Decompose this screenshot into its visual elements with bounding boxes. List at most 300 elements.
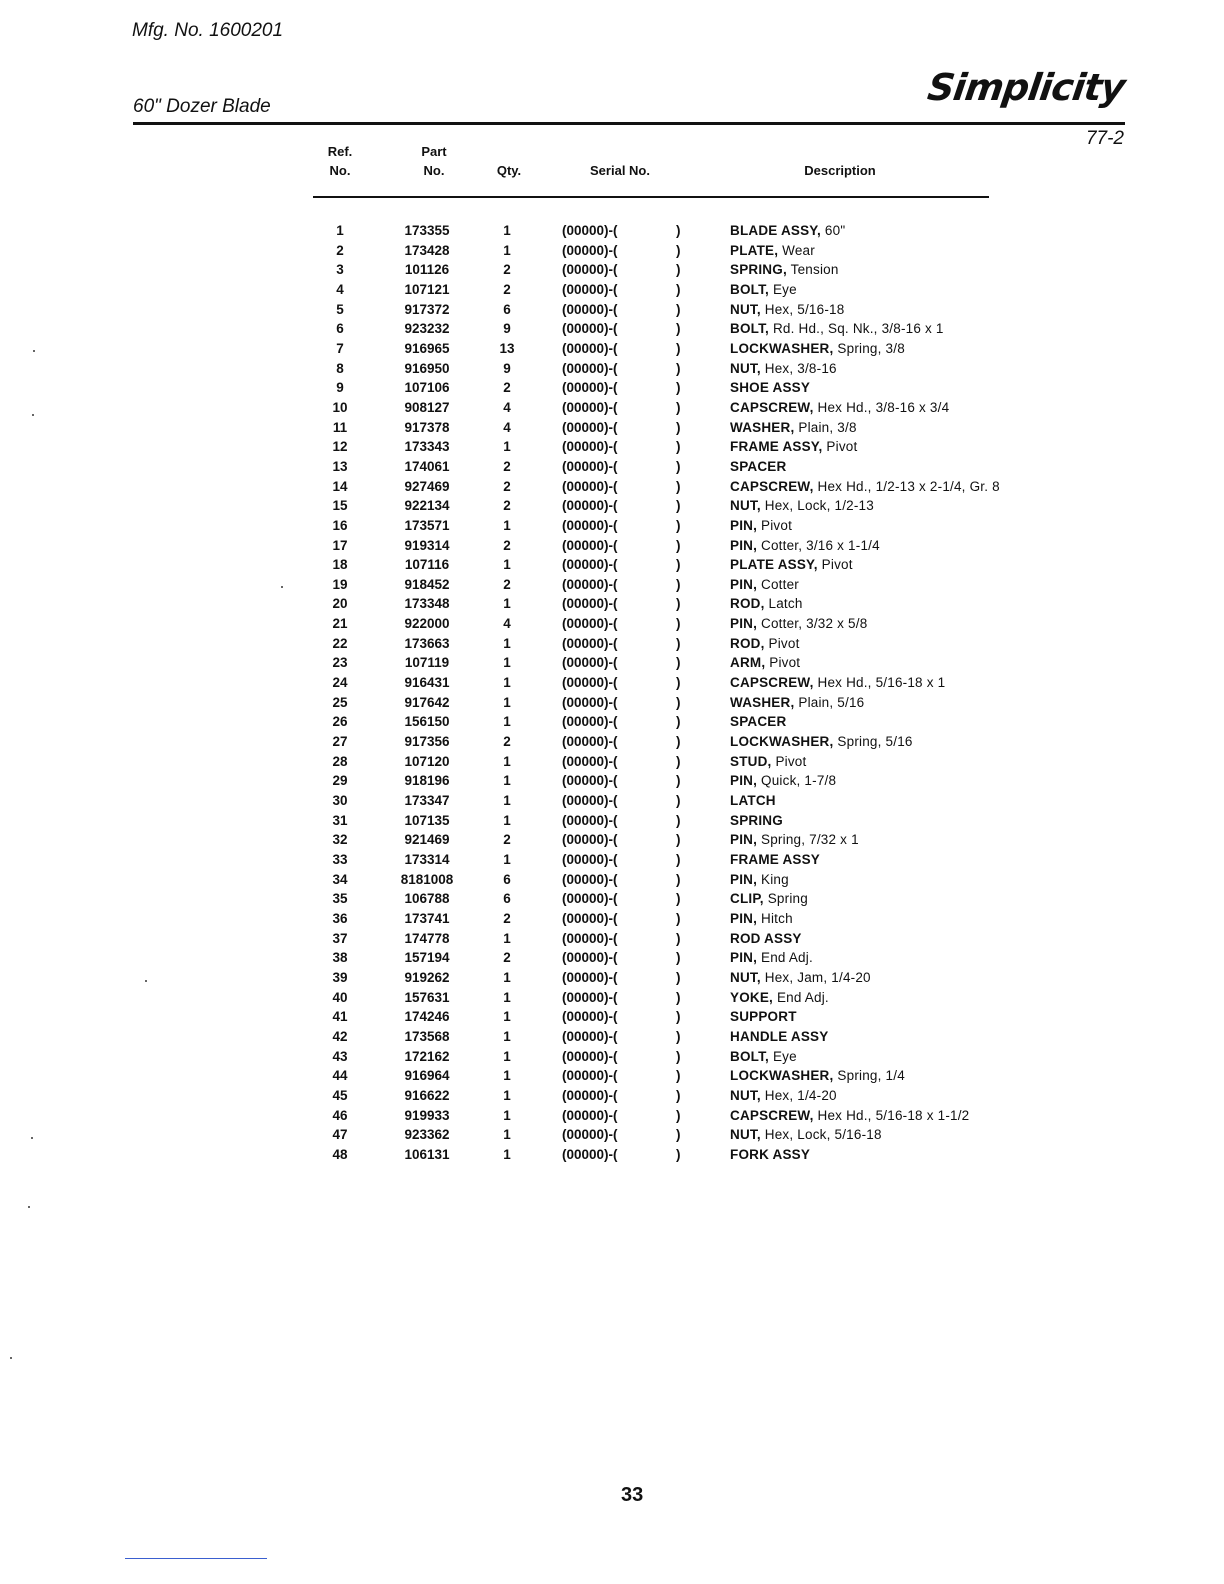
serial-no: (00000)-(	[562, 596, 618, 612]
serial-no: (00000)-(	[562, 989, 618, 1005]
serial-no: (00000)-(	[562, 360, 618, 376]
serial-no: (00000)-(	[562, 891, 618, 907]
serial-no: (00000)-(	[562, 419, 618, 435]
ref-no: 37	[332, 930, 348, 946]
table-row	[0, 319, 1224, 339]
part-spec: End Adj.	[761, 950, 813, 966]
part-name: FORK ASSY	[730, 1146, 811, 1162]
part-no: 916964	[404, 1068, 450, 1084]
description	[730, 359, 837, 378]
table-row	[0, 594, 1224, 614]
part-name: PIN,	[730, 537, 758, 553]
part-no: 916950	[404, 360, 450, 376]
serial-close: )	[676, 891, 681, 907]
table-row	[0, 575, 1224, 595]
description	[730, 1047, 797, 1066]
header-rule	[133, 122, 1125, 125]
column-header-rule	[313, 196, 989, 198]
part-no: 173348	[404, 596, 450, 612]
description	[730, 811, 783, 830]
part-name: BOLT,	[730, 1048, 769, 1064]
description	[730, 771, 836, 790]
serial-no: (00000)-(	[562, 655, 618, 671]
part-spec: Quick, 1-7/8	[761, 773, 837, 789]
description	[730, 260, 839, 279]
qty: 2	[503, 950, 511, 966]
serial-close: )	[676, 439, 681, 455]
table-row	[0, 830, 1224, 850]
table-row	[0, 1125, 1224, 1145]
description	[730, 1007, 797, 1026]
ref-no: 22	[332, 635, 348, 651]
qty: 6	[503, 891, 511, 907]
ref-no: 30	[332, 793, 348, 809]
page-reference: 77-2	[1085, 128, 1124, 149]
ref-no: 15	[332, 498, 348, 514]
serial-no: (00000)-(	[562, 753, 618, 769]
ref-no: 5	[336, 301, 344, 317]
part-no: 173568	[404, 1028, 450, 1044]
ref-no: 48	[332, 1146, 348, 1162]
serial-no: (00000)-(	[562, 969, 618, 985]
part-no: 107119	[404, 655, 450, 671]
part-spec: Pivot	[826, 439, 858, 455]
serial-close: )	[676, 281, 681, 297]
serial-no: (00000)-(	[562, 635, 618, 651]
ref-no: 10	[332, 399, 348, 415]
part-no: 173571	[404, 517, 450, 533]
description	[730, 536, 880, 555]
ref-no: 23	[332, 655, 348, 671]
part-spec: Hex, Lock, 1/2-13	[764, 498, 874, 514]
table-row	[0, 260, 1224, 280]
table-row	[0, 693, 1224, 713]
footer-link-line	[125, 1558, 267, 1559]
part-no: 916431	[404, 675, 450, 691]
part-name: FRAME ASSY	[730, 852, 821, 867]
ref-no: 19	[332, 576, 348, 592]
part-no: 173663	[404, 635, 450, 651]
part-spec: Hex, Lock, 5/16-18	[764, 1127, 882, 1143]
serial-no: (00000)-(	[562, 223, 618, 238]
ref-no: 1	[336, 223, 344, 238]
description	[730, 673, 945, 692]
description	[730, 988, 829, 1007]
qty: 2	[503, 281, 511, 297]
qty: 2	[503, 458, 511, 474]
part-name: CAPSCREW,	[730, 399, 814, 415]
part-no: 908127	[404, 399, 450, 415]
serial-no: (00000)-(	[562, 399, 618, 415]
ref-no: 25	[332, 694, 348, 710]
ref-no: 36	[332, 910, 348, 926]
ref-no: 12	[332, 439, 348, 455]
ref-no: 21	[332, 616, 348, 632]
serial-no: (00000)-(	[562, 930, 618, 946]
ref-no: 39	[332, 969, 348, 985]
serial-close: )	[676, 596, 681, 612]
part-spec: Rd. Hd., Sq. Nk., 3/8-16 x 1	[772, 321, 944, 337]
table-row	[0, 1106, 1224, 1126]
serial-close: )	[676, 616, 681, 632]
serial-no: (00000)-(	[562, 478, 618, 494]
qty: 4	[503, 399, 511, 415]
table-row	[0, 771, 1224, 791]
part-name: ROD,	[730, 635, 765, 651]
qty: 1	[503, 223, 511, 238]
part-no: 917356	[404, 734, 450, 750]
scan-speck	[31, 1137, 33, 1139]
table-row	[0, 496, 1224, 516]
description	[730, 221, 845, 240]
part-name: NUT,	[730, 1127, 761, 1143]
parts-list	[0, 221, 1224, 1165]
part-no: 927469	[404, 478, 450, 494]
part-no: 916622	[404, 1087, 450, 1103]
part-no: 922134	[404, 498, 450, 514]
table-row	[0, 732, 1224, 752]
part-name: PIN,	[730, 910, 758, 926]
qty: 1	[503, 1009, 511, 1025]
serial-close: )	[676, 1068, 681, 1084]
scan-speck	[32, 414, 34, 416]
ref-no: 6	[336, 321, 344, 337]
serial-no: (00000)-(	[562, 1146, 618, 1162]
part-spec: Hex, 3/8-16	[764, 360, 837, 376]
part-no: 173428	[404, 242, 450, 258]
qty: 9	[503, 360, 511, 376]
part-no: 916965	[404, 340, 450, 356]
part-name: LOCKWASHER,	[730, 1068, 834, 1084]
part-name: ROD,	[730, 596, 765, 612]
part-name: CLIP,	[730, 891, 764, 907]
part-no: 172162	[404, 1048, 450, 1064]
part-no: 173314	[404, 852, 450, 867]
serial-no: (00000)-(	[562, 1068, 618, 1084]
serial-no: (00000)-(	[562, 458, 618, 474]
part-name: PIN,	[730, 616, 758, 632]
table-row	[0, 673, 1224, 693]
serial-no: (00000)-(	[562, 773, 618, 789]
serial-close: )	[676, 242, 681, 258]
ref-no: 11	[332, 419, 348, 435]
serial-no: (00000)-(	[562, 1107, 618, 1123]
serial-no: (00000)-(	[562, 812, 618, 828]
document-subtitle: 60" Dozer Blade	[133, 96, 271, 117]
serial-no: (00000)-(	[562, 734, 618, 750]
qty: 1	[503, 1087, 511, 1103]
description	[730, 614, 867, 633]
qty: 2	[503, 537, 511, 553]
table-row	[0, 339, 1224, 359]
description	[730, 752, 806, 771]
table-row	[0, 811, 1224, 831]
part-name: PLATE,	[730, 242, 779, 258]
qty: 1	[503, 793, 511, 809]
part-no: 918452	[404, 576, 450, 592]
serial-close: )	[676, 812, 681, 828]
part-no: 107106	[404, 380, 450, 396]
ref-no: 47	[332, 1127, 348, 1143]
part-name: SPACER	[730, 714, 787, 730]
ref-no: 13	[332, 458, 348, 474]
table-row	[0, 516, 1224, 536]
qty: 1	[503, 969, 511, 985]
part-no: 107120	[404, 753, 450, 769]
table-row	[0, 378, 1224, 398]
description	[730, 889, 808, 908]
description	[730, 948, 813, 967]
part-no: 174778	[404, 930, 450, 946]
description	[730, 575, 799, 594]
part-name: SUPPORT	[730, 1009, 797, 1025]
description	[730, 339, 905, 358]
part-spec: Hex, Jam, 1/4-20	[764, 969, 871, 985]
column-header-description: Description	[804, 163, 876, 178]
qty: 1	[503, 773, 511, 789]
serial-no: (00000)-(	[562, 537, 618, 553]
serial-close: )	[676, 399, 681, 415]
qty: 1	[503, 989, 511, 1005]
part-name: PLATE ASSY,	[730, 557, 818, 573]
part-no: 917378	[404, 419, 450, 435]
serial-no: (00000)-(	[562, 950, 618, 966]
part-name: PIN,	[730, 773, 758, 789]
description	[730, 1125, 882, 1144]
ref-no: 3	[336, 262, 344, 278]
qty: 1	[503, 557, 511, 573]
description	[730, 693, 864, 712]
part-no: 107116	[404, 557, 450, 573]
part-name: PIN,	[730, 871, 758, 887]
scan-speck	[33, 350, 35, 352]
table-row	[0, 870, 1224, 890]
qty: 13	[499, 340, 515, 356]
serial-close: )	[676, 1087, 681, 1103]
description	[730, 477, 1000, 496]
part-spec: Hitch	[761, 910, 793, 926]
part-spec: Hex, 1/4-20	[764, 1087, 837, 1103]
serial-close: )	[676, 419, 681, 435]
serial-no: (00000)-(	[562, 694, 618, 710]
qty: 2	[503, 832, 511, 848]
description	[730, 870, 789, 889]
ref-no: 43	[332, 1048, 348, 1064]
qty: 1	[503, 675, 511, 691]
table-row	[0, 477, 1224, 497]
part-spec: Latch	[768, 596, 803, 612]
serial-close: )	[676, 950, 681, 966]
part-spec: Hex Hd., 1/2-13 x 2-1/4, Gr. 8	[817, 478, 1000, 494]
qty: 1	[503, 1028, 511, 1044]
serial-close: )	[676, 517, 681, 533]
serial-no: (00000)-(	[562, 242, 618, 258]
serial-no: (00000)-(	[562, 852, 618, 867]
description	[730, 1086, 837, 1105]
part-name: ARM,	[730, 655, 766, 671]
part-name: SPRING,	[730, 262, 787, 278]
column-header-ref-line1: Ref.	[327, 144, 353, 159]
part-spec: Hex Hd., 5/16-18 x 1	[817, 675, 946, 691]
part-spec: Spring, 1/4	[837, 1068, 905, 1084]
table-row	[0, 1086, 1224, 1106]
qty: 2	[503, 498, 511, 514]
part-name: SHOE ASSY	[730, 380, 811, 396]
serial-close: )	[676, 734, 681, 750]
serial-close: )	[676, 321, 681, 337]
serial-close: )	[676, 655, 681, 671]
description	[730, 398, 949, 417]
description	[730, 929, 802, 948]
qty: 2	[503, 478, 511, 494]
serial-no: (00000)-(	[562, 1048, 618, 1064]
part-no: 173343	[404, 439, 450, 455]
table-row	[0, 948, 1224, 968]
serial-no: (00000)-(	[562, 380, 618, 396]
ref-no: 41	[332, 1009, 348, 1025]
serial-no: (00000)-(	[562, 281, 618, 297]
serial-close: )	[676, 832, 681, 848]
description	[730, 418, 857, 437]
serial-close: )	[676, 635, 681, 651]
table-row	[0, 653, 1224, 673]
part-no: 107135	[404, 812, 450, 828]
part-no: 921469	[404, 832, 450, 848]
part-no: 174061	[404, 458, 450, 474]
ref-no: 40	[332, 989, 348, 1005]
ref-no: 34	[332, 871, 348, 887]
part-spec: 60"	[824, 223, 846, 238]
part-spec: Hex Hd., 3/8-16 x 3/4	[817, 399, 950, 415]
ref-no: 7	[336, 340, 344, 356]
part-name: NUT,	[730, 969, 761, 985]
part-no: 8181008	[400, 871, 454, 887]
part-spec: Hex Hd., 5/16-18 x 1-1/2	[817, 1107, 970, 1123]
part-no: 918196	[404, 773, 450, 789]
serial-no: (00000)-(	[562, 910, 618, 926]
description	[730, 437, 857, 456]
serial-close: )	[676, 871, 681, 887]
part-name: NUT,	[730, 498, 761, 514]
part-no: 106131	[404, 1146, 450, 1162]
part-spec: Cotter, 3/32 x 5/8	[761, 616, 868, 632]
table-row	[0, 614, 1224, 634]
qty: 1	[503, 714, 511, 730]
table-row	[0, 889, 1224, 909]
qty: 1	[503, 930, 511, 946]
qty: 1	[503, 812, 511, 828]
serial-no: (00000)-(	[562, 517, 618, 533]
ref-no: 8	[336, 360, 344, 376]
serial-no: (00000)-(	[562, 439, 618, 455]
description	[730, 457, 786, 476]
part-spec: Eye	[772, 281, 797, 297]
part-spec: King	[761, 871, 789, 887]
part-spec: Cotter, 3/16 x 1-1/4	[761, 537, 880, 553]
part-spec: Hex, 5/16-18	[764, 301, 845, 317]
part-no: 917372	[404, 301, 450, 317]
description	[730, 378, 810, 397]
part-no: 107121	[404, 281, 450, 297]
serial-no: (00000)-(	[562, 301, 618, 317]
ref-no: 14	[332, 478, 348, 494]
table-row	[0, 300, 1224, 320]
ref-no: 46	[332, 1107, 348, 1123]
ref-no: 44	[332, 1068, 348, 1084]
description	[730, 300, 844, 319]
description	[730, 634, 800, 653]
table-row	[0, 1007, 1224, 1027]
description	[730, 653, 800, 672]
table-row	[0, 280, 1224, 300]
description	[730, 732, 913, 751]
part-spec: End Adj.	[776, 989, 829, 1005]
part-spec: Spring, 5/16	[837, 734, 913, 750]
qty: 1	[503, 1107, 511, 1123]
description	[730, 850, 820, 869]
part-spec: Plain, 3/8	[798, 419, 857, 435]
part-no: 919262	[404, 969, 450, 985]
part-name: PIN,	[730, 950, 758, 966]
part-name: PIN,	[730, 517, 758, 533]
part-no: 917642	[404, 694, 450, 710]
serial-no: (00000)-(	[562, 616, 618, 632]
part-spec: Pivot	[761, 517, 793, 533]
qty: 2	[503, 734, 511, 750]
part-name: LOCKWASHER,	[730, 734, 834, 750]
part-name: SPRING	[730, 812, 783, 828]
serial-close: )	[676, 753, 681, 769]
serial-close: )	[676, 1028, 681, 1044]
serial-close: )	[676, 223, 681, 238]
column-header-ref-line2: No.	[329, 163, 351, 178]
part-name: CAPSCREW,	[730, 478, 814, 494]
part-no: 923232	[404, 321, 450, 337]
serial-close: )	[676, 930, 681, 946]
description	[730, 1145, 810, 1164]
table-row	[0, 850, 1224, 870]
part-name: NUT,	[730, 301, 761, 317]
column-header-part	[405, 142, 463, 180]
description	[730, 1066, 905, 1085]
serial-no: (00000)-(	[562, 1127, 618, 1143]
serial-no: (00000)-(	[562, 1028, 618, 1044]
table-row	[0, 359, 1224, 379]
column-header-part-line1: Part	[421, 144, 447, 159]
serial-no: (00000)-(	[562, 1009, 618, 1025]
table-row	[0, 536, 1224, 556]
serial-close: )	[676, 340, 681, 356]
part-spec: Pivot	[821, 557, 853, 573]
table-row	[0, 968, 1224, 988]
part-no: 106788	[404, 891, 450, 907]
column-header-part-line2: No.	[423, 163, 445, 178]
ref-no: 20	[332, 596, 348, 612]
serial-no: (00000)-(	[562, 321, 618, 337]
part-spec: Cotter	[761, 576, 799, 592]
brand-logo: Simplicity	[924, 66, 1128, 109]
serial-no: (00000)-(	[562, 557, 618, 573]
ref-no: 28	[332, 753, 348, 769]
part-no: 173741	[404, 910, 450, 926]
ref-no: 2	[336, 242, 344, 258]
serial-no: (00000)-(	[562, 262, 618, 278]
ref-no: 26	[332, 714, 348, 730]
serial-close: )	[676, 969, 681, 985]
table-row	[0, 712, 1224, 732]
ref-no: 42	[332, 1028, 348, 1044]
description	[730, 496, 874, 515]
